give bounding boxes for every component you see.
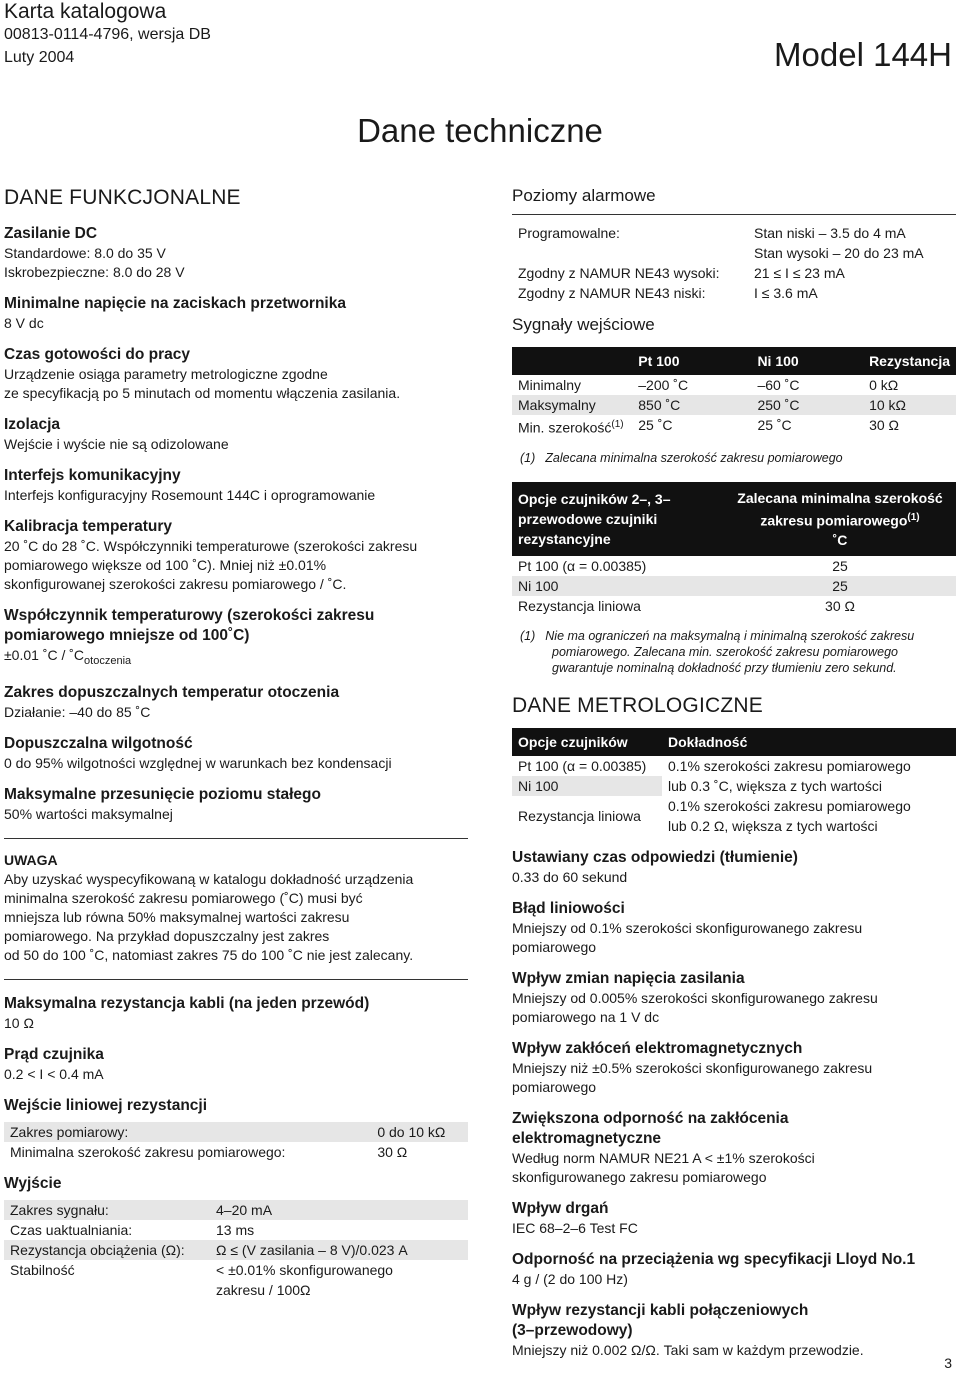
dc-offset-text: 50% wartości maksymalnej <box>4 805 173 822</box>
output-table <box>4 1200 468 1300</box>
accuracy-table <box>512 728 956 836</box>
isolation-text: Wejście i wyście nie są odizolowane <box>4 436 229 452</box>
input-signals-table <box>512 347 956 438</box>
sensor-options-footnote: (1) Nie ma ograniczeń na maksymalną i minimalną szerokość zakresu pomiarowego. Zalecana min. szerokość zakresu pomiarowego gwarantuje nominalną dokładność przy tłumieniu zero sekund. <box>520 629 915 676</box>
table-cell: 25 <box>724 576 956 596</box>
supply-effect-title: Wpływ zmian napięcia zasilania <box>512 970 745 988</box>
table-row <box>512 756 956 776</box>
table-cell: < ±0.01% skonfigurowanego <box>210 1260 468 1280</box>
lead-wire-title-2: (3–przewodowy) <box>512 1322 633 1340</box>
lead-wire-title-1: Wpływ rezystancji kabli połączeniowych <box>512 1302 809 1320</box>
table-cell: 30 Ω <box>377 1143 408 1160</box>
supply-effect-line2: pomiarowego na 1 V dc <box>512 1009 660 1026</box>
power-standard: Standardowe: 8.0 do 35 V <box>4 245 166 261</box>
table-header-row <box>512 347 956 375</box>
table-header: Zalecana minimalna szerokość zakresu pomiarowego$^{(1)}$ ˚C <box>724 482 956 557</box>
warmup-title: Czas gotowości do pracy <box>4 346 191 363</box>
input-signals-footnote: (1) Zalecana minimalna szerokość zakresu pomiarowego <box>520 450 843 465</box>
table-cell: 0 do 10 kΩ <box>371 1122 468 1142</box>
table-cell: Rezystancja obciążenia (Ω): <box>4 1240 210 1260</box>
immunity-line2: skonfigurowanego zakresu pomiarowego <box>512 1169 767 1186</box>
table-cell: Ω ≤ (V zasilania – 8 V)/0.023 A <box>210 1240 468 1260</box>
ambient-text: Działanie: –40 do 85 ˚C <box>4 703 151 720</box>
table-row <box>512 576 956 596</box>
table-row <box>4 1142 468 1162</box>
calibration-line3: skonfigurowanej szerokości zakresu pomiarowego / ˚C. <box>4 576 347 592</box>
table-cell: 10 kΩ <box>863 395 956 415</box>
lead-wire-text: Mniejszy niż 0.002 Ω/Ω. Taki sam w każdym przewodzie. <box>512 1342 864 1359</box>
table-cell: Programowalne: <box>518 225 620 241</box>
min-voltage-text: 8 V dc <box>4 315 44 331</box>
power-intrinsic: Iskrobezpieczne: 8.0 do 28 V <box>4 264 185 280</box>
table-cell: Pt 100 (α = 0.00385) <box>518 558 647 575</box>
table-row <box>512 243 956 263</box>
emc-title: Wpływ zakłóceń elektromagnetycznych <box>512 1040 803 1058</box>
doc-number: 00813-0114-4796, wersja DB <box>4 26 211 43</box>
linear-input-title: Wejście liniowej rezystancji <box>4 1096 208 1114</box>
input-signals-title: Sygnały wejściowe <box>512 315 655 334</box>
table-row <box>4 1260 468 1280</box>
table-cell: 13 ms <box>216 1221 255 1238</box>
table-cell: I ≤ 3.6 mA <box>754 285 818 301</box>
page-number: 3 <box>944 1355 952 1371</box>
model-name: Model 144H <box>774 36 952 73</box>
table-cell: 25 ˚C <box>638 417 673 433</box>
vibration-title: Wpływ drgań <box>512 1200 609 1218</box>
table-cell: –60 ˚C <box>757 377 800 393</box>
interface-title: Interfejs komunikacyjny <box>4 467 181 484</box>
doc-type: Karta katalogowa <box>4 0 167 23</box>
table-row <box>512 283 956 303</box>
table-row <box>4 1122 468 1142</box>
table-cell: –200 ˚C <box>638 377 689 393</box>
table-cell: Pt 100 (α = 0.00385) <box>518 758 647 775</box>
cable-resistance-title: Maksymalna rezystancja kabli (na jeden przewód) <box>4 994 370 1012</box>
table-row <box>512 556 956 576</box>
table-header: Opcje czujników 2–, 3–przewodowe czujniki rezystancyjne <box>512 482 724 557</box>
overload-title: Odporność na przeciążenia wg specyfikacji Lloyd No.1 <box>512 1251 916 1269</box>
note-line2: minimalna szerokość zakresu pomiarowego (˚C) musi być <box>4 889 363 906</box>
linearity-line1: Mniejszy od 0.1% szerokości skonfigurowanego zakresu <box>512 920 863 937</box>
ambient-title: Zakres dopuszczalnych temperatur otoczenia <box>4 683 340 701</box>
table-header: Dokładność <box>662 728 956 756</box>
table-header: Pt 100 <box>632 347 751 375</box>
table-cell: Zgodny z NAMUR NE43 niski: <box>518 285 706 301</box>
table-cell: Minimalna szerokość zakresu pomiarowego: <box>10 1143 286 1160</box>
linearity-line2: pomiarowego <box>512 939 597 956</box>
table-row <box>4 1280 468 1300</box>
table-header-row <box>512 728 956 756</box>
table-cell <box>4 1280 210 1300</box>
calibration-line2: pomiarowego większe od 100 ˚C). Mniej niż ±0.01% <box>4 557 327 573</box>
alarm-title: Poziomy alarmowe <box>512 186 656 205</box>
table-row <box>512 223 956 243</box>
calibration-line1: 20 ˚C do 28 ˚C. Współczynniki temperaturowe (szerokości zakresu <box>4 538 418 554</box>
note-line5: od 50 do 100 ˚C, natomiast zakres 75 do 100 ˚C nie jest zalecany. <box>4 946 414 963</box>
alarm-table <box>512 223 956 303</box>
table-cell: lub 0.2 Ω, większa z tych wartości <box>668 818 878 835</box>
table-cell: 30 Ω <box>825 598 855 615</box>
linearity-title: Błąd liniowości <box>512 900 625 918</box>
linear-input-table <box>4 1122 468 1162</box>
note-line3: mniejsza lub równa 50% maksymalnej wartości zakresu <box>4 908 350 925</box>
table-row <box>512 776 956 796</box>
cable-resistance-text: 10 Ω <box>4 1014 34 1031</box>
table-cell: Zakres sygnału: <box>4 1200 210 1220</box>
table-cell: Stan wysoki – 20 do 23 mA <box>754 245 924 261</box>
sensor-options-table <box>512 482 956 617</box>
functional-data-column <box>4 186 468 1300</box>
table-row <box>512 395 956 415</box>
table-cell: Rezystancja liniowa <box>518 808 641 825</box>
warmup-line1: Urządzenie osiąga parametry metrologiczne zgodne <box>4 366 328 382</box>
output-title: Wyjście <box>4 1174 62 1192</box>
vibration-text: IEC 68–2–6 Test FC <box>512 1220 638 1237</box>
note-label: UWAGA <box>4 851 58 868</box>
table-row <box>512 263 956 283</box>
table-cell: Ni 100 <box>512 776 662 796</box>
emc-line2: pomiarowego <box>512 1079 597 1096</box>
table-cell: 0.1% szerokości zakresu pomiarowego <box>668 758 911 775</box>
right-column <box>512 186 956 1360</box>
sensor-current-text: 0.2 < I < 0.4 mA <box>4 1065 104 1082</box>
response-title: Ustawiany czas odpowiedzi (tłumienie) <box>512 849 798 867</box>
table-cell: Minimalny <box>518 377 582 393</box>
table-header: Ni 100 <box>751 347 863 375</box>
table-cell: 21 ≤ I ≤ 23 mA <box>754 265 845 281</box>
power-title: Zasilanie DC <box>4 225 98 242</box>
table-cell: 250 ˚C <box>751 395 863 415</box>
table-cell: Stan niski – 3.5 do 4 mA <box>754 225 906 241</box>
table-cell: lub 0.3 ˚C, większa z tych wartości <box>668 778 882 795</box>
table-row <box>512 596 956 616</box>
calibration-title: Kalibracja temperatury <box>4 518 172 535</box>
note-line4: pomiarowego. Na przykład dopuszczalny jest zakres <box>4 927 330 944</box>
humidity-text: 0 do 95% wilgotności względnej w warunkach bez kondensacji <box>4 754 392 771</box>
isolation-title: Izolacja <box>4 416 60 433</box>
temp-coef-text: ±0.01 ˚C / $˚C_{otoczenia}$ <box>4 647 132 667</box>
table-row <box>512 375 956 395</box>
table-header: Opcje czujników <box>512 728 662 756</box>
table-cell: Zgodny z NAMUR NE43 wysoki: <box>518 265 720 281</box>
overload-text: 4 g / (2 do 100 Hz) <box>512 1271 628 1288</box>
supply-effect-line1: Mniejszy od 0.005% szerokości skonfigurowanego zakresu <box>512 990 878 1007</box>
response-text: 0.33 do 60 sekund <box>512 869 628 886</box>
table-cell: Stabilność <box>4 1260 210 1280</box>
table-cell: Czas uaktualniania: <box>10 1221 133 1238</box>
table-cell: 0.1% szerokości zakresu pomiarowego <box>668 798 911 815</box>
immunity-title-1: Zwiększona odporność na zakłócenia <box>512 1110 789 1128</box>
table-cell: Rezystancja liniowa <box>518 598 641 615</box>
table-row <box>4 1200 468 1220</box>
table-cell: 0 kΩ <box>869 377 899 393</box>
doc-date: Luty 2004 <box>4 49 75 66</box>
section-title-metrology: DANE METROLOGICZNE <box>512 694 763 718</box>
immunity-title-2: elektromagnetyczne <box>512 1130 662 1148</box>
table-cell: 25 ˚C <box>757 417 792 433</box>
immunity-line1: Według norm NAMUR NE21 A < ±1% szerokości <box>512 1150 815 1167</box>
section-title-functional: DANE FUNKCJONALNE <box>4 186 241 209</box>
table-cell: 30 Ω <box>869 417 899 433</box>
humidity-title: Dopuszczalna wilgotność <box>4 734 193 752</box>
table-cell: 850 ˚C <box>632 395 751 415</box>
table-cell: Zakres pomiarowy: <box>4 1122 371 1142</box>
temp-coef-title-2: pomiarowego mniejsze od 100˚C) <box>4 627 250 644</box>
dc-offset-title: Maksymalne przesunięcie poziomu stałego <box>4 785 321 803</box>
table-row <box>4 1220 468 1240</box>
table-cell: Ni 100 <box>512 576 724 596</box>
table-cell: Min. szerokość$^{(1)}$ <box>518 419 624 436</box>
min-voltage-title: Minimalne napięcie na zaciskach przetwornika <box>4 295 346 312</box>
table-cell: zakresu / 100Ω <box>210 1280 468 1300</box>
table-header-row <box>512 482 956 557</box>
interface-text: Interfejs konfiguracyjny Rosemount 144C i oprogramowanie <box>4 487 376 503</box>
table-header <box>512 347 632 375</box>
sensor-current-title: Prąd czujnika <box>4 1045 104 1063</box>
table-cell <box>512 243 748 263</box>
warmup-line2: ze specyfikacją po 5 minutach od momentu włączenia zasilania. <box>4 385 401 401</box>
table-cell: 4–20 mA <box>210 1200 468 1220</box>
table-cell: Maksymalny <box>512 395 632 415</box>
table-row <box>512 796 956 816</box>
table-row <box>4 1240 468 1260</box>
page-title: Dane techniczne <box>357 112 603 149</box>
table-cell: 25 <box>832 558 848 575</box>
note-line1: Aby uzyskać wyspecyfikowaną w katalogu dokładność urządzenia <box>4 870 414 887</box>
table-row <box>512 415 956 438</box>
table-header: Rezystancja <box>863 347 956 375</box>
temp-coef-title-1: Współczynnik temperaturowy (szerokości zakresu <box>4 607 375 624</box>
emc-line1: Mniejszy niż ±0.5% szerokości skonfigurowanego zakresu <box>512 1060 873 1077</box>
